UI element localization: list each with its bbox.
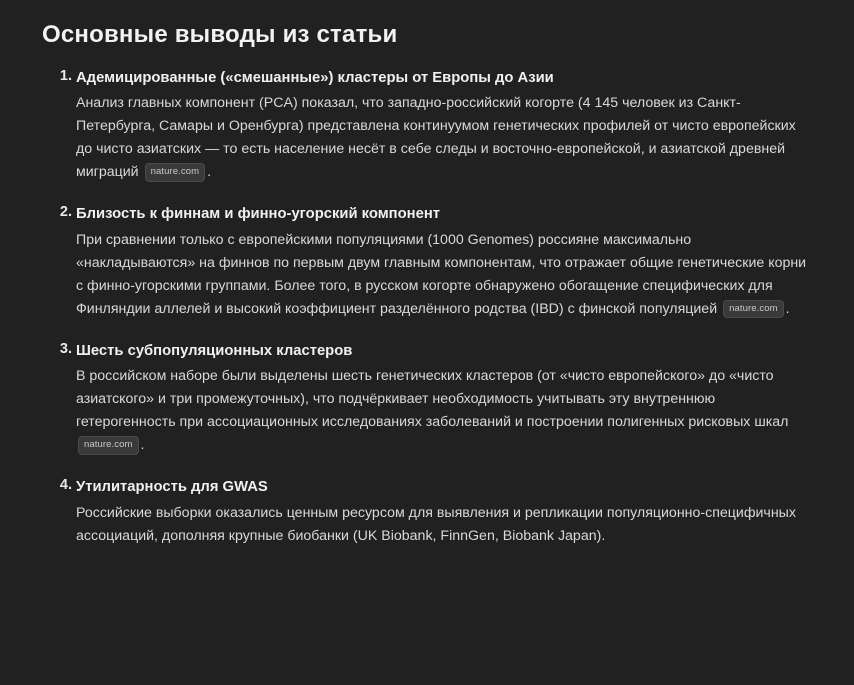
list-item-body-tail: . [785, 300, 790, 317]
list-item-title: Шесть субпопуляционных кластеров [76, 342, 353, 359]
list-item-body [76, 365, 814, 457]
list-item-title: Близость к финнам и финно-угорский компонент [76, 206, 440, 223]
list-item-body-text: Российские выборки оказались ценным ресурсом для выявления и репликации популяционно-специфичных ассоциаций, дополняя крупные биобанки (UK Biobank, FinnGen, Biobank Japan). [76, 504, 796, 544]
list-item-number: 1. [59, 68, 72, 84]
list-item-title: Утилитарность для GWAS [76, 479, 268, 496]
list-item-title: Адемицированные («смешанные») кластеры от Европы до Азии [76, 70, 554, 86]
list-item-body-text: При сравнении только с европейскими популяциями (1000 Genomes) россияне максимально «накладываются» на финнов по первым двум главным компонентам, что отражает общие генетические корни с финно-угорскими группами. Более того, в русском когорте обнаружено обогащение специфических для Финляндии аллелей и высокий коэффициент разделённого родства (IBD) с финской популяцией [76, 231, 807, 317]
findings-list [42, 68, 814, 548]
citation-chip[interactable]: nature.com [145, 163, 206, 182]
list-item-body [76, 229, 814, 321]
list-item-body-tail: . [140, 437, 145, 454]
list-item [42, 68, 814, 184]
list-item-number: 2. [59, 204, 72, 221]
list-item [42, 204, 814, 320]
list-item-body [76, 502, 814, 548]
list-item-number: 3. [59, 340, 72, 357]
list-item [42, 477, 814, 547]
list-item-body [76, 92, 814, 184]
scrollbar[interactable] [846, 0, 854, 685]
citation-chip[interactable]: nature.com [78, 436, 139, 455]
list-item [42, 341, 814, 457]
page-title: Основные выводы из статьи [42, 21, 398, 48]
list-item-number: 4. [59, 477, 72, 494]
list-item-body-text: В российском наборе были выделены шесть генетических кластеров (от «чисто европейского» до «чисто азиатского» и три промежуточных), что подчёркивает необходимость учитывать эту внутреннюю гетерогенность при ассоциационных исследованиях заболеваний и построении полигенных рисковых шкал [76, 368, 789, 431]
list-item-body-tail: . [207, 164, 212, 181]
list-item-body-text: Анализ главных компонент (PCA) показал, что западно-российский когорте (4 145 человек из Санкт-Петербурга, Самары и Оренбурга) представлена континуумом генетических профилей от чисто европейских до чисто азиатских — то есть население несёт в себе следы и восточно-европейской, и азиатской древней миграций [76, 95, 796, 181]
citation-chip[interactable]: nature.com [723, 300, 784, 319]
